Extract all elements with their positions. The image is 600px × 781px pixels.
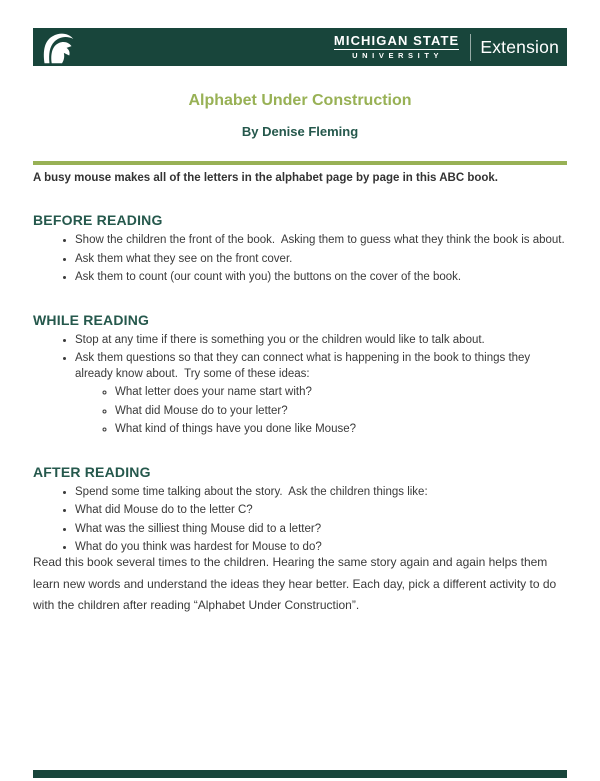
bullet-text: Spend some time talking about the story. Ask the children things like:	[75, 485, 428, 498]
page-title: Alphabet Under Construction	[188, 92, 412, 109]
sub-bullet-item: ◦ What kind of things have you done like Mouse?	[115, 422, 567, 438]
bullet-text: Ask them to count (our count with you) the buttons on the cover of the book.	[75, 271, 462, 283]
brand-lockup	[334, 34, 559, 61]
bullet-item	[75, 503, 567, 519]
bullet-item	[75, 252, 567, 268]
page-subtitle: By Denise Fleming	[241, 124, 359, 139]
bullet-text: Stop at any time if there is something you or the children would like to talk about.	[75, 333, 485, 346]
footer-bar	[33, 770, 567, 778]
sub-bullet-list	[75, 385, 567, 438]
section-heading: BEFORE READING	[33, 212, 163, 228]
msu-wordmark	[334, 34, 459, 60]
msu-spartan-helmet-icon	[38, 29, 80, 65]
section-while-reading	[33, 312, 567, 438]
bullet-item	[75, 270, 567, 286]
bullet-item	[75, 333, 567, 349]
bullet-text: Show the children the front of the book. Asking them to guess what they think the book is about.	[75, 234, 565, 246]
closing-paragraph: Read this book several times to the children. Hearing the same story again and again helps them learn new words and understand the ideas they hear better. Each day, pick a different activity to do with the children after reading “Alphabet Under Construction”.	[33, 555, 560, 612]
section-heading: AFTER READING	[33, 463, 151, 480]
sections	[33, 212, 567, 559]
bullet-item	[75, 233, 567, 249]
brand-divider	[470, 34, 471, 61]
bullet-item	[75, 351, 567, 438]
wordmark-line1: MICHIGAN STATE	[333, 33, 460, 49]
section-heading: WHILE READING	[33, 311, 150, 328]
bullet-text: What did Mouse do to the letter C?	[75, 504, 253, 516]
section-after-reading	[33, 464, 567, 556]
wordmark-line2: UNIVERSITY	[352, 51, 444, 61]
section-before-reading	[33, 212, 567, 286]
intro-text: A busy mouse makes all of the letters in the alphabet page by page in this ABC book.	[33, 172, 498, 184]
sub-bullet-item: ◦ What did Mouse do to your letter?	[115, 404, 567, 420]
bullet-text: Ask them what they see on the front cover.	[75, 252, 293, 265]
bullet-text: What do you think was hardest for Mouse to do?	[75, 541, 322, 553]
bullet-item	[75, 485, 567, 501]
extension-label: Extension	[480, 36, 559, 57]
bullet-text: Ask them questions so that they can connect what is happening in the book to things they already know about. Try some of these ideas:	[75, 352, 534, 380]
header-bar	[33, 28, 567, 66]
bullet-text: What was the silliest thing Mouse did to a letter?	[75, 522, 322, 535]
bullet-item	[75, 522, 567, 538]
divider-rule	[33, 161, 567, 165]
bullet-list	[33, 233, 567, 286]
sub-bullet-item: ◦ What letter does your name start with?	[115, 385, 567, 401]
bullet-list	[33, 485, 567, 556]
bullet-list	[33, 333, 567, 438]
